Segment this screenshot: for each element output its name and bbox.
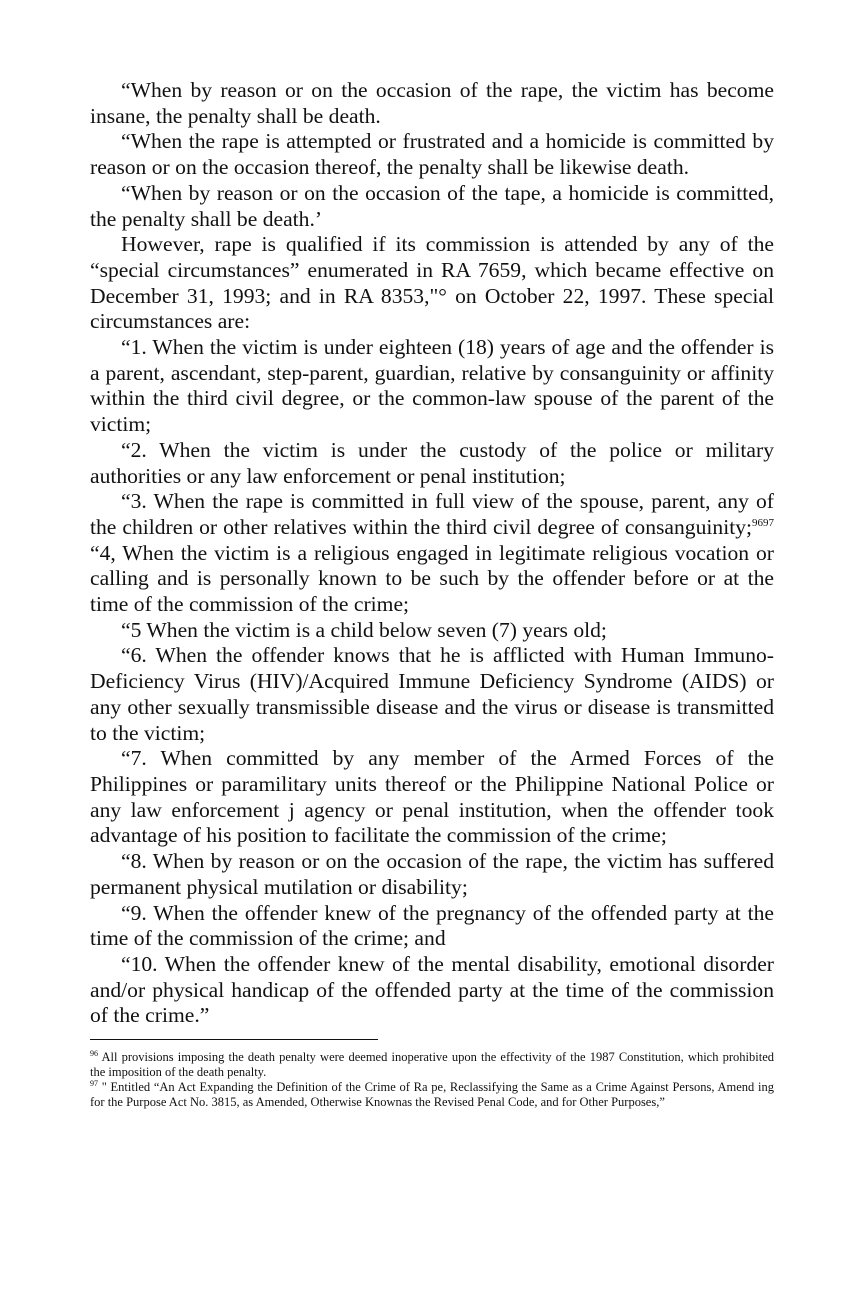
footnote-text: All provisions imposing the death penalty were deemed inoperative upon the effectivity of the 1987 Constitution, which prohibited the imposition of the death penalty. xyxy=(90,1050,774,1080)
paragraph-circumstance-10: “10. When the offender knew of the mental disability, emotional disorder and/or physical handicap of the offended party at the time of the commission of the crime.” xyxy=(90,951,774,1028)
footnotes xyxy=(90,1050,774,1110)
paragraph-circumstance-1: “1. When the victim is under eighteen (18) years of age and the offender is a parent, ascendant, step-parent, guardian, relative by consanguinity or affinity within the third civil degree, or the common-law spouse of the parent of the victim; xyxy=(90,335,774,437)
document-page xyxy=(90,78,774,1110)
footnote-separator xyxy=(90,1039,378,1040)
paragraph-qualified-rape: However, rape is qualified if its commission is attended by any of the “special circumstances” enumerated in RA 7659, which became effective on December 31, 1993; and in RA 8353,"° on October 22, 1997. These special circumstances are: xyxy=(90,232,774,334)
footnote-text: " Entitled “An Act Expanding the Definition of the Crime of Ra pe, Reclassifying the Same as a Crime Against Persons, Amend ing for the Purpose Act No. 3815, as Amended, Otherwise Knownas the Revised Penal Code, and for Other Purposes,” xyxy=(90,1080,774,1110)
paragraph-circumstance-6: “6. When the offender knows that he is afflicted with Human Immuno-Deficiency Virus (HIV)/Acquired Immune Deficiency Syndrome (AIDS) or any other sexually transmissible disease and the virus or disease is transmitted to the victim; xyxy=(90,643,774,745)
footnote-marker: 97 xyxy=(90,1078,98,1088)
circumstance-3-text: “3. When the rape is committed in full view of the spouse, parent, any of the children or other relatives within the third civil degree of consanguinity; xyxy=(90,489,774,539)
circumstance-4-text: “4, When the victim is a religious engaged in legitimate religious vocation or calling and is personally known to be such by the offender before or at the time of the commission of the crime; xyxy=(90,540,774,617)
paragraph-homicide-penalty: “When by reason or on the occasion of the tape, a homicide is committed, the penalty shall be death.’ xyxy=(90,180,774,231)
paragraph-insane-penalty: “When by reason or on the occasion of the rape, the victim has become insane, the penalty shall be death. xyxy=(90,78,774,128)
paragraph-attempted-rape-homicide: “When the rape is attempted or frustrated and a homicide is committed by reason or on the occasion thereof, the penalty shall be likewise death. xyxy=(90,129,774,180)
footnote-marker: 96 xyxy=(90,1048,98,1058)
footnote-reference: 9697 xyxy=(752,516,774,529)
footnote-96 xyxy=(90,1050,774,1080)
body-text xyxy=(90,78,774,1029)
paragraph-circumstance-2: “2. When the victim is under the custody of the police or military authorities or any law enforcement or penal institution; xyxy=(90,437,774,488)
paragraph-circumstance-5: “5 When the victim is a child below seven (7) years old; xyxy=(121,617,607,642)
paragraph-circumstance-3-4 xyxy=(90,489,774,618)
footnote-97 xyxy=(90,1080,774,1110)
paragraph-circumstance-9: “9. When the offender knew of the pregnancy of the offended party at the time of the commission of the crime; and xyxy=(90,900,774,951)
paragraph-circumstance-7: “7. When committed by any member of the Armed Forces of the Philippines or paramilitary units thereof or the Philippine National Police or any law enforcement j agency or penal institution, when the offender took advantage of his position to facilitate the commission of the crime; xyxy=(90,746,774,848)
paragraph-circumstance-8: “8. When by reason or on the occasion of the rape, the victim has suffered permanent physical mutilation or disability; xyxy=(90,849,774,899)
